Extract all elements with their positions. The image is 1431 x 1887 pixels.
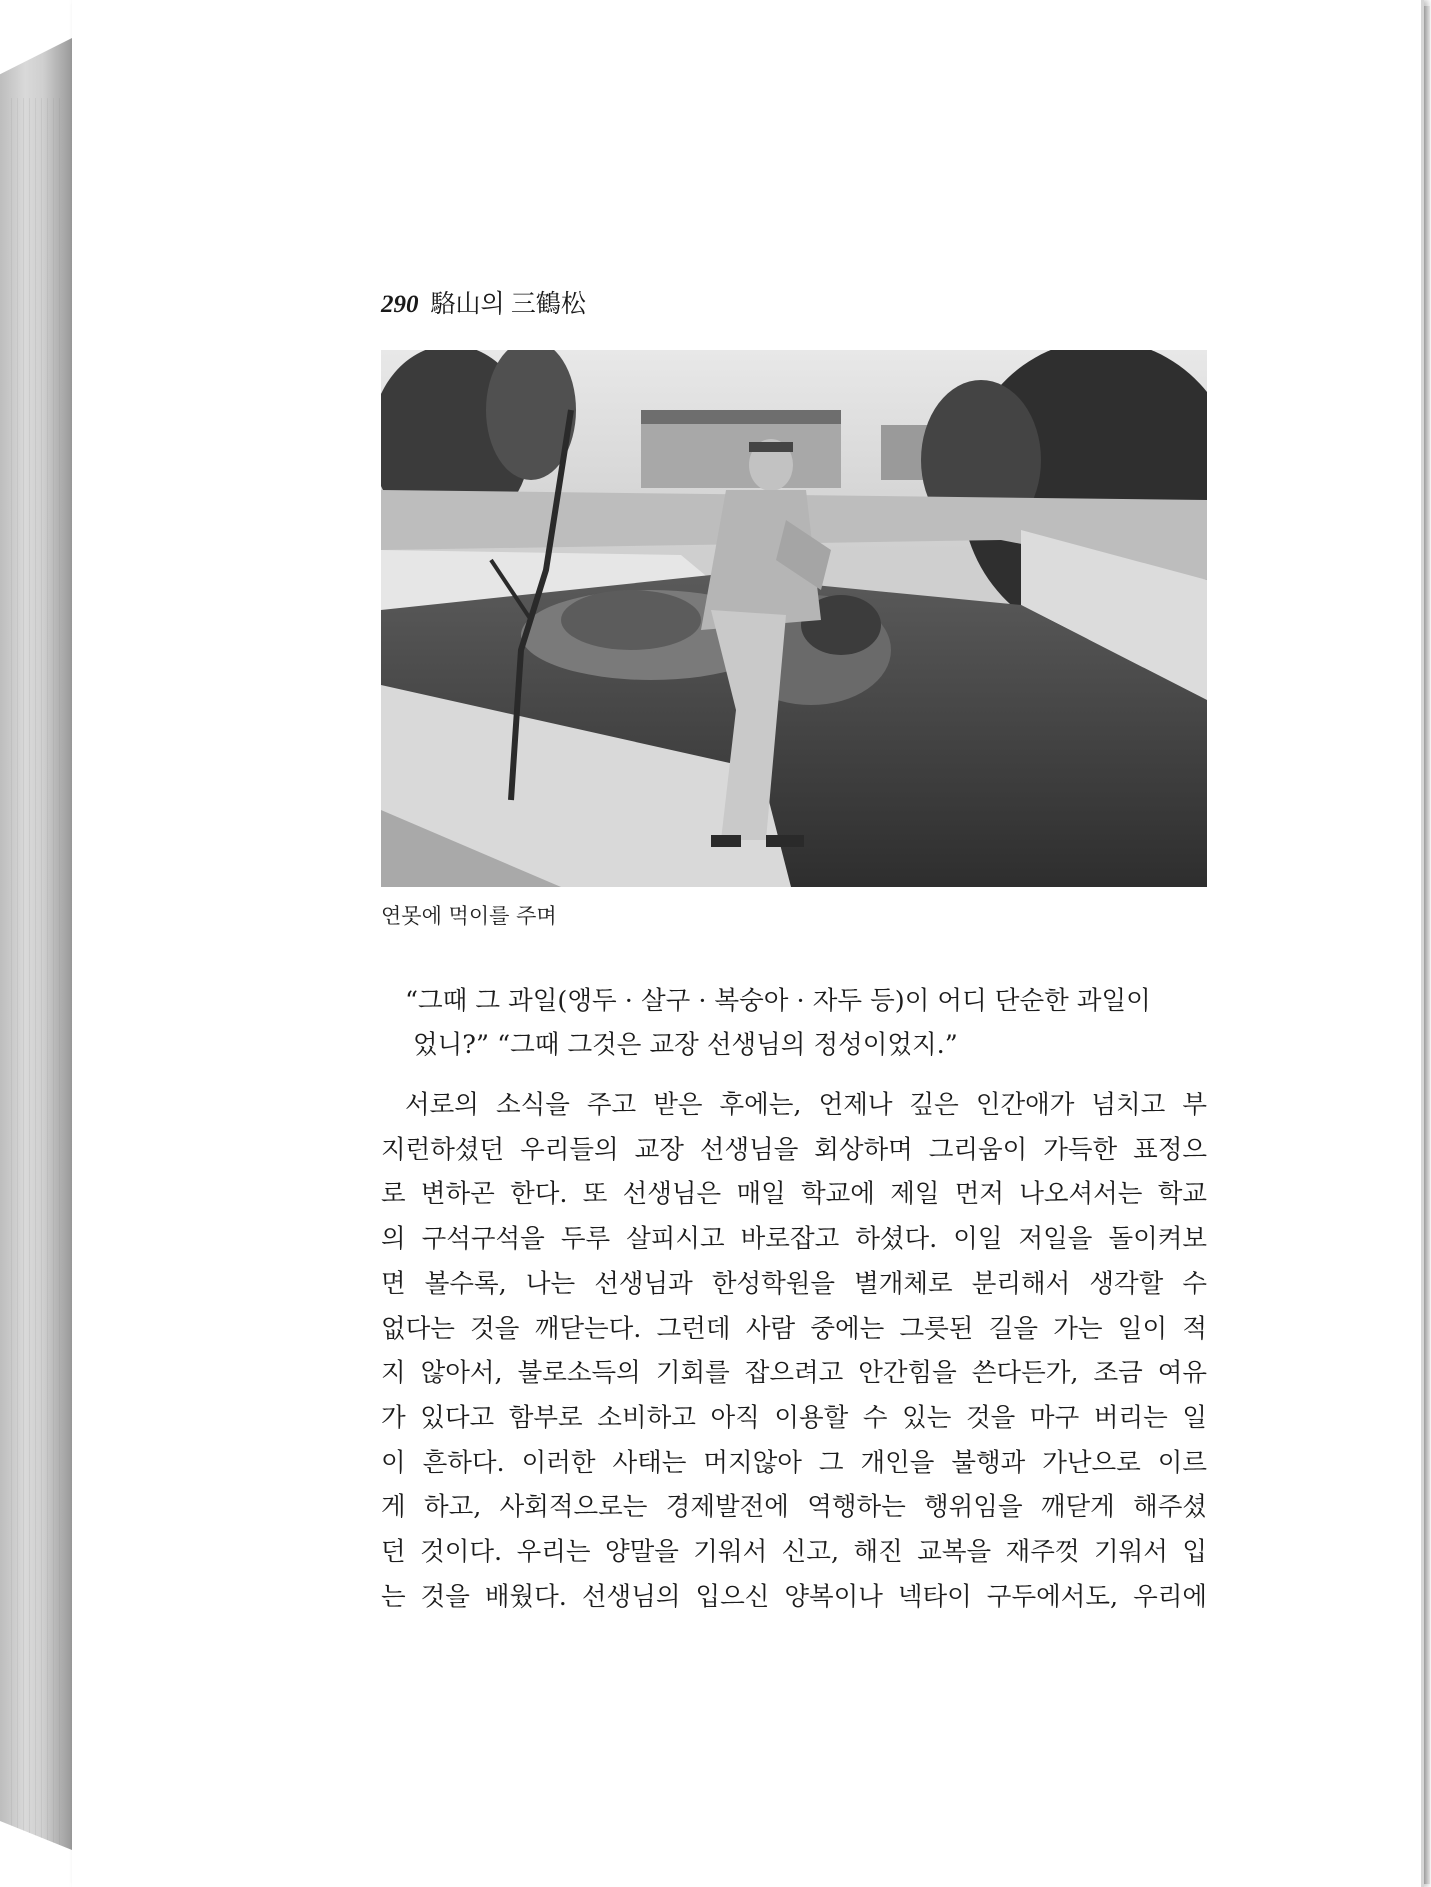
page-stack-lines	[6, 98, 64, 1858]
body-line-9: 이 흔하다. 이러한 사태는 머지않아 그 개인을 불행과 가난으로 이르	[381, 1447, 1207, 1478]
photo-caption: 연못에 먹이를 주며	[381, 904, 557, 928]
photo	[381, 350, 1207, 887]
body-line-12: 는 것을 배웠다. 선생님의 입으신 양복이나 넥타이 구두에서도, 우리에	[381, 1581, 1207, 1612]
body-line-6: 없다는 것을 깨닫는다. 그런데 사람 중에는 그릇된 길을 가는 일이 적	[381, 1313, 1207, 1344]
page-right-edge	[1424, 6, 1430, 1884]
body-line-4: 의 구석구석을 두루 살피시고 바로잡고 하셨다. 이일 저일을 돌이켜보	[381, 1224, 1207, 1255]
pond-photo-illustration	[381, 350, 1207, 887]
body-line-11: 던 것이다. 우리는 양말을 기워서 신고, 해진 교복을 재주껏 기워서 입	[381, 1537, 1207, 1568]
quote-line-1: “그때 그 과일(앵두 · 살구 · 복숭아 · 자두 등)이 어디 단순한 과일이	[405, 986, 1151, 1016]
book-title: 駱山의 三鶴松	[430, 291, 586, 318]
page-number: 290	[381, 291, 419, 318]
body-line-2: 지런하셨던 우리들의 교장 선생님을 회상하며 그리움이 가득한 표정으	[381, 1134, 1207, 1165]
running-header	[381, 284, 586, 320]
body-paragraph	[381, 1083, 1207, 1619]
body-line-8: 가 있다고 함부로 소비하고 아직 이용할 수 있는 것을 마구 버리는 일	[381, 1402, 1207, 1433]
quote-line-2: 었니?” “그때 그것은 교장 선생님의 정성이었지.”	[413, 1030, 958, 1060]
body-line-3: 로 변하곤 한다. 또 선생님은 매일 학교에 제일 먼저 나오셔서는 학교	[381, 1179, 1207, 1210]
quote-paragraph	[405, 979, 1205, 1067]
body-line-5: 면 볼수록, 나는 선생님과 한성학원을 별개체로 분리해서 생각할 수	[381, 1268, 1207, 1299]
body-line-1: 서로의 소식을 주고 받은 후에는, 언제나 깊은 인간애가 넘치고 부	[405, 1090, 1207, 1120]
book-spine-edge	[0, 38, 72, 1850]
body-line-10: 게 하고, 사회적으로는 경제발전에 역행하는 행위임을 깨닫게 해주셨	[381, 1492, 1207, 1523]
body-line-7: 지 않아서, 불로소득의 기회를 잡으려고 안간힘을 쓴다든가, 조금 여유	[381, 1358, 1207, 1389]
